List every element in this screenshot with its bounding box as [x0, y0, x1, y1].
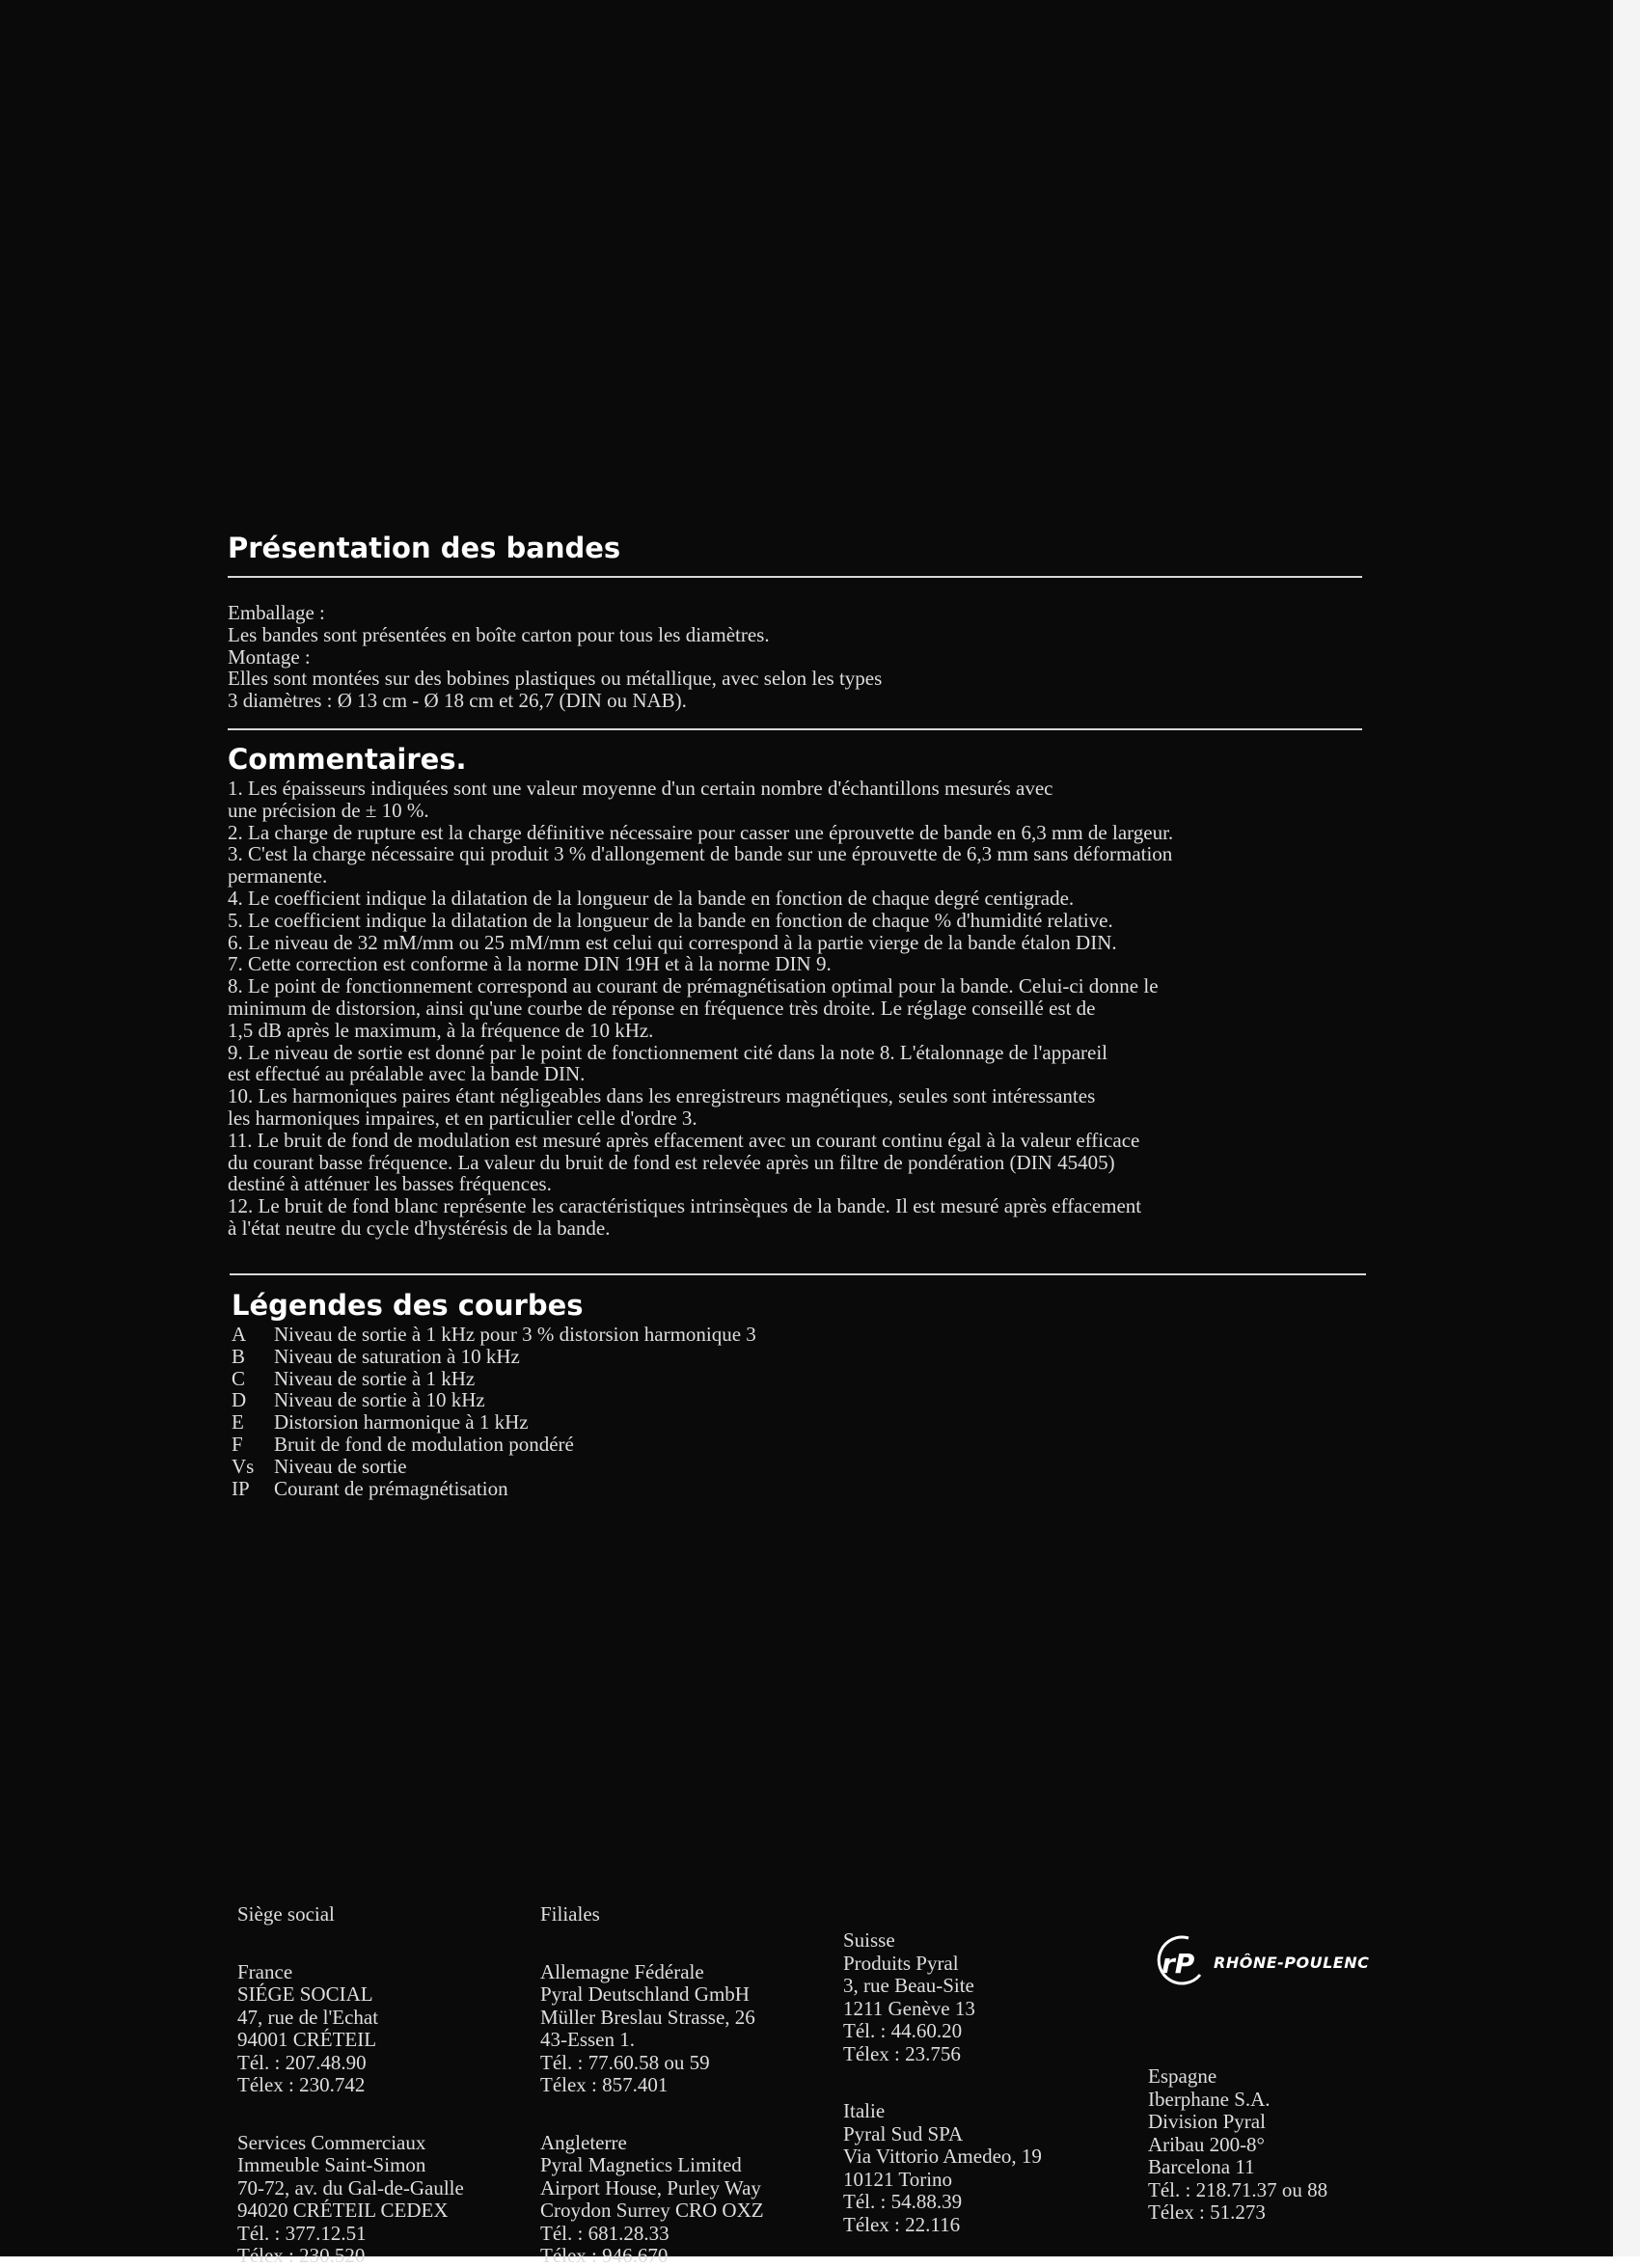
address-line: Tél. : 681.28.33	[540, 2221, 670, 2245]
address-line: Tél. : 44.60.20	[843, 2019, 963, 2042]
address-line: Pyral Sud SPA	[843, 2121, 964, 2145]
text-line: permanente.	[228, 864, 328, 888]
address-line: SIÉGE SOCIAL	[237, 1982, 373, 2006]
legend-letter: E	[232, 1410, 244, 1435]
legend-text: Courant de prémagnétisation	[274, 1476, 508, 1500]
legendes-list	[232, 1324, 756, 1499]
legend-item	[232, 1389, 756, 1411]
text-line: Montage :	[228, 644, 311, 669]
address-line: 47, rue de l'Echat	[237, 2005, 379, 2029]
text-line: 3. C'est la charge nécessaire qui produit 3 % d'allongement de bande sur une éprouvette de 6,3 mm sans déformation	[228, 842, 1173, 866]
legendes-heading: Légendes des courbes	[232, 1289, 584, 1322]
address-line: Tél. : 377.12.51	[237, 2221, 367, 2245]
address-line: Pyral Deutschland GmbH	[540, 1982, 750, 2006]
address-line: Airport House, Purley Way	[540, 2175, 761, 2200]
address-line: Tél. : 218.71.37 ou 88	[1148, 2177, 1328, 2201]
logo-monogram: rP	[1162, 1948, 1195, 1980]
text-line: 11. Le bruit de fond de modulation est mesuré après effacement avec un courant continu égal à la valeur efficace	[228, 1128, 1140, 1152]
commentaires-heading: Commentaires.	[228, 743, 467, 776]
text-line: Elles sont montées sur des bobines plastiques ou métallique, avec selon les types	[228, 667, 883, 691]
text-line: du courant basse fréquence. La valeur du bruit de fond est relevée après un filtre de pondération (DIN 45405)	[228, 1150, 1115, 1174]
address-line: 70-72, av. du Gal-de-Gaulle	[237, 2175, 464, 2200]
text-line: est effectué au préalable avec la bande DIN.	[228, 1062, 586, 1086]
divider	[228, 728, 1362, 730]
text-line: 8. Le point de fonctionnement correspond au courant de prémagnétisation optimal pour la bande. Celui-ci donne le	[228, 974, 1159, 998]
presentation-text	[228, 602, 882, 712]
legend-text: Niveau de sortie à 1 kHz pour 3 % distorsion harmonique 3	[274, 1323, 756, 1346]
legend-letter: D	[232, 1388, 247, 1412]
rp-monogram-icon	[1150, 1932, 1210, 1990]
commentaires-text	[228, 778, 1173, 1240]
address-line: Espagne	[1148, 2064, 1217, 2088]
address-line: Immeuble Saint-Simon	[237, 2153, 426, 2176]
legend-text: Niveau de sortie à 10 kHz	[274, 1388, 485, 1412]
text-line: minimum de distorsion, ainsi qu'une courbe de réponse en fréquence très droite. Le réglage conseillé est de	[228, 996, 1096, 1020]
address-line: Müller Breslau Strasse, 26	[540, 2005, 755, 2029]
legend-item	[232, 1456, 756, 1478]
address-line: Italie	[843, 2099, 886, 2122]
text-line: 3 diamètres : Ø 13 cm - Ø 18 cm et 26,7 (DIN ou NAB).	[228, 689, 687, 713]
suisse-italie-column	[843, 1929, 1042, 2236]
address-line: Tél. : 77.60.58 ou 59	[540, 2050, 710, 2074]
address-line: Division Pyral	[1148, 2110, 1266, 2133]
text-line: Emballage :	[228, 601, 325, 624]
legend-item	[232, 1346, 756, 1368]
text-line: 2. La charge de rupture est la charge définitive nécessaire pour casser une éprouvette de bande en 6,3 mm de largeur.	[228, 820, 1174, 844]
siege-social-column	[237, 1903, 464, 2268]
text-line: 10. Les harmoniques paires étant négligeables dans les enregistreurs magnétiques, seules sont intéressantes	[228, 1084, 1096, 1108]
text-line: 1,5 dB après le maximum, à la fréquence de 10 kHz.	[228, 1018, 654, 1042]
address-line: Télex : 230.520	[237, 2244, 366, 2267]
rhone-poulenc-logo	[1150, 1932, 1439, 1990]
text-line: 9. Le niveau de sortie est donné par le point de fonctionnement cité dans la note 8. L'étalonnage de l'appareil	[228, 1040, 1107, 1064]
legend-letter: IP	[232, 1476, 250, 1500]
legend-item	[232, 1478, 756, 1500]
legend-letter: F	[232, 1432, 243, 1456]
legend-text: Niveau de sortie	[274, 1454, 407, 1478]
address-line: 43-Essen 1.	[540, 2028, 635, 2051]
address-line: Télex : 51.273	[1148, 2200, 1266, 2224]
text-line: les harmoniques impaires, et en particulier celle d'ordre 3.	[228, 1106, 697, 1130]
text-line: 12. Le bruit de fond blanc représente les caractéristiques intrinsèques de la bande. Il est mesuré après effacement	[228, 1194, 1142, 1218]
logo-text: RHÔNE-POULENC	[1214, 1954, 1370, 1972]
address-line: Aribau 200-8°	[1148, 2132, 1265, 2156]
legend-text: Distorsion harmonique à 1 kHz	[274, 1410, 529, 1435]
address-line: 1211 Genève 13	[843, 1996, 975, 2020]
address-line: Services Commerciaux	[237, 2130, 426, 2154]
address-line: Tél. : 207.48.90	[237, 2050, 367, 2074]
text-line: Les bandes sont présentées en boîte carton pour tous les diamètres.	[228, 622, 770, 646]
address-line: Télex : 230.742	[237, 2073, 366, 2096]
address-line: Tél. : 54.88.39	[843, 2190, 963, 2213]
address-line: 94020 CRÉTEIL CEDEX	[237, 2199, 449, 2222]
legend-item	[232, 1434, 756, 1456]
text-line: 6. Le niveau de 32 mM/mm ou 25 mM/mm est celui qui correspond à la partie vierge de la bande étalon DIN.	[228, 930, 1117, 954]
text-line: 7. Cette correction est conforme à la norme DIN 19H et à la norme DIN 9.	[228, 952, 832, 976]
address-line: 3, rue Beau-Site	[843, 1974, 974, 1997]
legend-letter: B	[232, 1344, 246, 1368]
address-line: Iberphane S.A.	[1148, 2087, 1271, 2111]
page-edge	[1613, 0, 1640, 2256]
address-line: Télex : 946.670	[540, 2244, 669, 2267]
address-line: Croydon Surrey CRO OXZ	[540, 2199, 764, 2222]
legend-letter: C	[232, 1366, 246, 1390]
legend-letter: Vs	[232, 1454, 255, 1478]
legend-text: Niveau de sortie à 1 kHz	[274, 1366, 476, 1390]
address-line: Via Vittorio Amedeo, 19	[843, 2145, 1042, 2168]
address-line: Produits Pyral	[843, 1951, 959, 1975]
address-line: Télex : 857.401	[540, 2073, 669, 2096]
legend-text: Niveau de saturation à 10 kHz	[274, 1344, 520, 1368]
address-line: Télex : 23.756	[843, 2041, 961, 2065]
column-title: Filiales	[540, 1902, 600, 1926]
address-line: Allemagne Fédérale	[540, 1959, 704, 1983]
legend-text: Bruit de fond de modulation pondéré	[274, 1432, 574, 1456]
text-line: une précision de ± 10 %.	[228, 798, 429, 822]
text-line: 4. Le coefficient indique la dilatation de la longueur de la bande en fonction de chaque degré centigrade.	[228, 886, 1075, 910]
column-title: Siège social	[237, 1902, 335, 1926]
text-line: à l'état neutre du cycle d'hystérésis de la bande.	[228, 1216, 611, 1240]
address-line: Pyral Magnetics Limited	[540, 2153, 742, 2176]
legend-item	[232, 1368, 756, 1390]
address-line: 10121 Torino	[843, 2167, 953, 2191]
filiales-column	[540, 1903, 764, 2268]
text-line: destiné à atténuer les basses fréquences.	[228, 1172, 552, 1196]
text-line: 5. Le coefficient indique la dilatation de la longueur de la bande en fonction de chaque % d'humidité relative.	[228, 908, 1113, 932]
text-line: 1. Les épaisseurs indiquées sont une valeur moyenne d'un certain nombre d'échantillons mesurés avec	[228, 777, 1053, 800]
divider	[230, 1273, 1366, 1275]
legend-letter: A	[232, 1323, 247, 1346]
address-line: Angleterre	[540, 2130, 627, 2154]
divider	[228, 576, 1362, 578]
espagne-column	[1148, 2065, 1327, 2225]
legend-item	[232, 1324, 756, 1346]
presentation-heading: Présentation des bandes	[228, 532, 621, 564]
address-line: Télex : 22.116	[843, 2212, 961, 2236]
address-line: Suisse	[843, 1928, 895, 1952]
address-line: France	[237, 1959, 293, 1983]
address-line: Barcelona 11	[1148, 2155, 1255, 2178]
address-line: 94001 CRÉTEIL	[237, 2028, 377, 2051]
legend-item	[232, 1411, 756, 1434]
